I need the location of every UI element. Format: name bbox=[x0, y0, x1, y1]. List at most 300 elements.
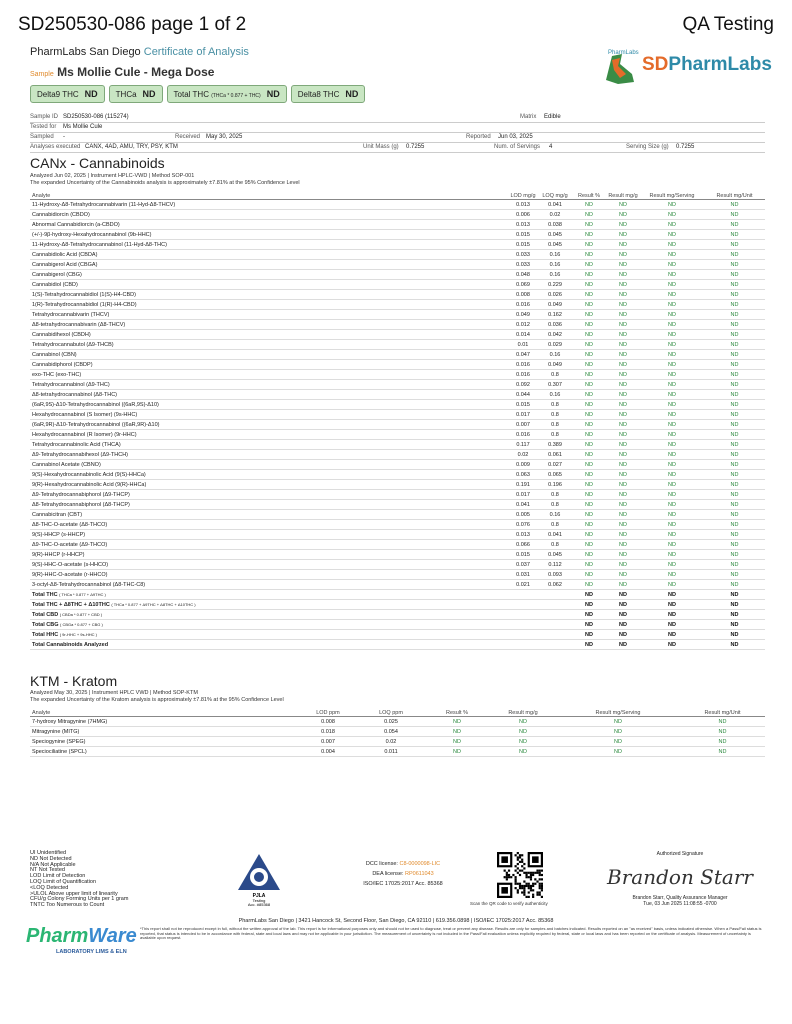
total-result: ND bbox=[640, 630, 704, 640]
lod-value bbox=[508, 640, 538, 650]
analyte-row bbox=[30, 440, 765, 450]
ktm-title: KTM - Kratom bbox=[30, 673, 118, 689]
analyte-name: Cannabidihexol (CBDH) bbox=[30, 330, 508, 340]
document-id: SD250530-086 page 1 of 2 bbox=[18, 14, 247, 35]
analyte-name: 11-Hydroxy-Δ8-Tetrahydrocannabinol (11-Hyd-Δ8-THC) bbox=[30, 240, 508, 250]
loq-value: 0.041 bbox=[538, 530, 572, 540]
footer-disclaimer: *This report shall not be reproduced except in full, without the written approval of the lab. This report is for informational purposes only and should not be used to diagnose, treat or prevent any disease. Results are only for samples and batches indicated. Results reported on an "as received" basis, unless indicated otherwise. When a Pass/Fail status is reported, that status is intended to be in accordance with federal, state and local laws and may not be applicable in your jurisdiction. The measurement of uncertainty is not included in the Pass/Fail evaluation unless explicitly required by federal, state or local laws and has been reported on the certificate of analysis. Measurement of uncertainty is available upon request. bbox=[140, 926, 762, 941]
analyte-name: 9(S)-HHC-O-acetate (s-HHCO) bbox=[30, 560, 508, 570]
analyte-name: Cannabinol Acetate (CBNO) bbox=[30, 460, 508, 470]
result-value: ND bbox=[606, 240, 640, 250]
pharmware-sub: LABORATORY LIMS & ELN bbox=[56, 949, 127, 955]
result-value: ND bbox=[704, 480, 765, 490]
california-map-icon bbox=[598, 48, 642, 88]
legend-item: TNTC Too Numerous to Count bbox=[30, 902, 105, 909]
analyte-name: Δ8-tetrahydrocannabivarin (Δ8-THCV) bbox=[30, 320, 508, 330]
loq-value: 0.054 bbox=[358, 727, 424, 737]
result-value: ND bbox=[606, 400, 640, 410]
loq-value: 0.065 bbox=[538, 470, 572, 480]
analyte-row bbox=[30, 350, 765, 360]
sample-metadata bbox=[30, 113, 765, 153]
iso-accreditation: ISO/IEC 17025:2017 Acc. 85368 bbox=[363, 881, 443, 887]
lod-value: 0.012 bbox=[508, 320, 538, 330]
meta-key: Sampled bbox=[30, 134, 54, 140]
analyte-row bbox=[30, 260, 765, 270]
column-header: Result mg/Unit bbox=[680, 707, 765, 717]
result-value: ND bbox=[640, 450, 704, 460]
canx-analyzed: Analyzed Jun 02, 2025 | Instrument HPLC-VWD | Method SOP-001 bbox=[30, 173, 195, 179]
result-value: ND bbox=[640, 400, 704, 410]
result-value: ND bbox=[606, 550, 640, 560]
pill-total-thc: Total THC (THCa * 0.877 + THC) ND bbox=[167, 85, 287, 103]
analyte-row bbox=[30, 530, 765, 540]
result-value: ND bbox=[704, 550, 765, 560]
total-label: Total Cannabinoids Analyzed bbox=[30, 640, 508, 650]
result-value: ND bbox=[606, 390, 640, 400]
pjla-acc: Acc. #85368 bbox=[247, 902, 271, 906]
legend-item: N/A Not Applicable bbox=[30, 861, 76, 868]
total-result: ND bbox=[572, 610, 606, 620]
analyte-name: 9(R)-HHCP (r-HHCP) bbox=[30, 550, 508, 560]
analyte-name: Hexahydrocannabinol (R Isomer) (9r-HHC) bbox=[30, 430, 508, 440]
loq-value: 0.8 bbox=[538, 420, 572, 430]
analyte-row bbox=[30, 380, 765, 390]
result-value: ND bbox=[704, 320, 765, 330]
analyte-row bbox=[30, 460, 765, 470]
legend-item: LOD Limit of Detection bbox=[30, 873, 86, 880]
lod-value: 0.005 bbox=[508, 510, 538, 520]
result-value: ND bbox=[606, 340, 640, 350]
total-result: ND bbox=[606, 620, 640, 630]
result-value: ND bbox=[640, 200, 704, 210]
result-value: ND bbox=[704, 270, 765, 280]
analyte-name: 3-octyl-Δ8-Tetrahydrocannabinol (Δ8-THC-C8) bbox=[30, 580, 508, 590]
analyte-row bbox=[30, 240, 765, 250]
loq-value: 0.16 bbox=[538, 260, 572, 270]
result-value: ND bbox=[640, 440, 704, 450]
column-header: Result mg/Serving bbox=[556, 707, 680, 717]
meta-key: Reported bbox=[466, 134, 491, 140]
lod-value: 0.063 bbox=[508, 470, 538, 480]
lod-value: 0.048 bbox=[508, 270, 538, 280]
result-value: ND bbox=[640, 580, 704, 590]
signer-title: Brandon Starr, Quality Assurance Manager bbox=[632, 895, 728, 901]
lod-value: 0.017 bbox=[508, 490, 538, 500]
coa-label: Certificate of Analysis bbox=[143, 46, 249, 58]
result-value: ND bbox=[640, 280, 704, 290]
loq-value: 0.027 bbox=[538, 460, 572, 470]
column-header: LOD ppm bbox=[298, 707, 358, 717]
result-value: ND bbox=[572, 240, 606, 250]
result-value: ND bbox=[606, 300, 640, 310]
analyte-row bbox=[30, 280, 765, 290]
result-value: ND bbox=[606, 460, 640, 470]
analyte-name: Tetrahydrocannabutol (Δ9-THCB) bbox=[30, 340, 508, 350]
result-value: ND bbox=[606, 490, 640, 500]
loq-value: 0.8 bbox=[538, 410, 572, 420]
analyte-row bbox=[30, 290, 765, 300]
loq-value: 0.045 bbox=[538, 240, 572, 250]
loq-value: 0.02 bbox=[538, 210, 572, 220]
result-value: ND bbox=[606, 360, 640, 370]
loq-value bbox=[538, 620, 572, 630]
result-value: ND bbox=[704, 510, 765, 520]
result-value: ND bbox=[572, 310, 606, 320]
analyte-row bbox=[30, 480, 765, 490]
analyte-row bbox=[30, 200, 765, 210]
result-value: ND bbox=[572, 470, 606, 480]
sample-label: Sample bbox=[30, 71, 54, 78]
analyte-row bbox=[30, 330, 765, 340]
pill-delta9: Delta9 THC ND bbox=[30, 85, 105, 103]
result-value: ND bbox=[704, 330, 765, 340]
lod-value: 0.076 bbox=[508, 520, 538, 530]
analyte-name: Cannabigerol Acid (CBGA) bbox=[30, 260, 508, 270]
loq-value: 0.038 bbox=[538, 220, 572, 230]
result-value: ND bbox=[704, 430, 765, 440]
result-value: ND bbox=[572, 220, 606, 230]
analyte-name: Speciogynine (SPEG) bbox=[30, 737, 298, 747]
result-value: ND bbox=[572, 300, 606, 310]
result-value: ND bbox=[640, 480, 704, 490]
result-value: ND bbox=[572, 280, 606, 290]
result-value: ND bbox=[704, 500, 765, 510]
result-value: ND bbox=[704, 490, 765, 500]
analyte-row bbox=[30, 550, 765, 560]
analyte-row bbox=[30, 340, 765, 350]
result-value: ND bbox=[704, 580, 765, 590]
lod-value: 0.033 bbox=[508, 250, 538, 260]
result-value: ND bbox=[572, 520, 606, 530]
legend-item: UI Unidentified bbox=[30, 850, 67, 856]
result-value: ND bbox=[640, 520, 704, 530]
meta-key: Matrix bbox=[520, 114, 537, 120]
analyte-name: Abnormal Cannabidiorcin (a-CBDO) bbox=[30, 220, 508, 230]
analyte-name: Tetrahydrocannabinol (Δ9-THC) bbox=[30, 380, 508, 390]
result-value: ND bbox=[572, 580, 606, 590]
analyte-row bbox=[30, 450, 765, 460]
result-value: ND bbox=[606, 230, 640, 240]
lod-value: 0.066 bbox=[508, 540, 538, 550]
result-value: ND bbox=[640, 460, 704, 470]
loq-value: 0.041 bbox=[538, 200, 572, 210]
result-value: ND bbox=[572, 250, 606, 260]
verification-qr-code[interactable] bbox=[497, 852, 543, 898]
sampled: - bbox=[63, 134, 65, 140]
analyte-name: 9(S)-Hexahydrocannabinolic Acid (9(S)-HHCa) bbox=[30, 470, 508, 480]
lod-value: 0.092 bbox=[508, 380, 538, 390]
analyte-row bbox=[30, 747, 765, 757]
result-value: ND bbox=[606, 430, 640, 440]
report-type: QA Testing bbox=[682, 14, 774, 35]
analyte-name: Δ9-THC-O-acetate (Δ9-THCO) bbox=[30, 540, 508, 550]
result-value: ND bbox=[640, 560, 704, 570]
result-value: ND bbox=[680, 747, 765, 757]
total-row bbox=[30, 630, 765, 640]
column-header: Result % bbox=[572, 190, 606, 200]
total-result: ND bbox=[572, 620, 606, 630]
result-value: ND bbox=[640, 340, 704, 350]
analyte-row bbox=[30, 250, 765, 260]
legend-item: >ULOL Above upper limit of linearity bbox=[30, 890, 118, 897]
result-value: ND bbox=[572, 450, 606, 460]
total-row bbox=[30, 640, 765, 650]
result-value: ND bbox=[572, 510, 606, 520]
result-value: ND bbox=[640, 240, 704, 250]
analyte-name: Cannabidiol (CBD) bbox=[30, 280, 508, 290]
result-value: ND bbox=[606, 580, 640, 590]
signature-block bbox=[600, 851, 760, 907]
result-value: ND bbox=[556, 747, 680, 757]
column-header: Analyte bbox=[30, 190, 508, 200]
result-value: ND bbox=[606, 260, 640, 270]
total-result: ND bbox=[606, 590, 640, 600]
sample-id: SD250530-086 (115274) bbox=[63, 114, 129, 120]
result-value: ND bbox=[572, 320, 606, 330]
column-header: Result mg/Unit bbox=[704, 190, 765, 200]
total-label: Total CBG ( CBGa * 0.877 + CBG ) bbox=[30, 620, 508, 630]
column-header: LOQ ppm bbox=[358, 707, 424, 717]
loq-value: 0.16 bbox=[538, 390, 572, 400]
lod-value: 0.016 bbox=[508, 300, 538, 310]
analyte-name: 11-Hydroxy-Δ8-Tetrahydrocannabivarin (11-Hyd-Δ8-THCV) bbox=[30, 200, 508, 210]
result-value: ND bbox=[572, 500, 606, 510]
result-value: ND bbox=[680, 737, 765, 747]
result-value: ND bbox=[704, 290, 765, 300]
legend-item: LOQ Limit of Quantification bbox=[30, 878, 97, 885]
loq-value: 0.093 bbox=[538, 570, 572, 580]
loq-value: 0.025 bbox=[358, 717, 424, 727]
lod-value: 0.015 bbox=[508, 230, 538, 240]
total-label: Total THC ( THCa * 0.877 + Δ9THC ) bbox=[30, 590, 508, 600]
result-value: ND bbox=[640, 220, 704, 230]
analyte-row bbox=[30, 210, 765, 220]
result-value: ND bbox=[572, 370, 606, 380]
analyte-row bbox=[30, 400, 765, 410]
loq-value bbox=[538, 610, 572, 620]
loq-value: 0.8 bbox=[538, 370, 572, 380]
analyte-name: Cannabinol (CBN) bbox=[30, 350, 508, 360]
result-value: ND bbox=[606, 530, 640, 540]
result-value: ND bbox=[640, 290, 704, 300]
result-value: ND bbox=[704, 260, 765, 270]
result-value: ND bbox=[704, 370, 765, 380]
result-value: ND bbox=[606, 370, 640, 380]
analyte-name: (6aR,9R)-Δ10-Tetrahydrocannabinol ((6aR,9R)-Δ10) bbox=[30, 420, 508, 430]
legend-item: <LOQ Detected bbox=[30, 884, 69, 891]
abbreviation-legend bbox=[30, 851, 128, 909]
result-value: ND bbox=[640, 540, 704, 550]
loq-value: 0.026 bbox=[538, 290, 572, 300]
ktm-analyzed: Analyzed May 30, 2025 | Instrument HPLC VWD | Method SOP-KTM bbox=[30, 690, 198, 696]
analyte-row bbox=[30, 270, 765, 280]
analyte-name: 1(S)-Tetrahydrocannabidiol (1(S)-H4-CBD) bbox=[30, 290, 508, 300]
result-value: ND bbox=[606, 480, 640, 490]
analyte-name: Mitragynine (MITG) bbox=[30, 727, 298, 737]
loq-value bbox=[538, 590, 572, 600]
loq-value: 0.162 bbox=[538, 310, 572, 320]
column-header: Result mg/Serving bbox=[640, 190, 704, 200]
result-value: ND bbox=[640, 300, 704, 310]
lod-value: 0.013 bbox=[508, 200, 538, 210]
loq-value: 0.16 bbox=[538, 350, 572, 360]
legend-item: NT Not Tested bbox=[30, 867, 65, 874]
loq-value bbox=[538, 600, 572, 610]
lod-value: 0.017 bbox=[508, 410, 538, 420]
analyses: CANX, 4AD, AMU, TRY, PSY, KTM bbox=[85, 144, 178, 150]
analyte-name: Cannabicitran (CBT) bbox=[30, 510, 508, 520]
analyte-row bbox=[30, 410, 765, 420]
analyte-row bbox=[30, 320, 765, 330]
result-value: ND bbox=[640, 260, 704, 270]
lod-value: 0.033 bbox=[508, 260, 538, 270]
result-value: ND bbox=[572, 480, 606, 490]
analyte-name: Tetrahydrocannabivarin (THCV) bbox=[30, 310, 508, 320]
loq-value: 0.8 bbox=[538, 490, 572, 500]
result-value: ND bbox=[424, 717, 490, 727]
loq-value: 0.8 bbox=[538, 520, 572, 530]
meta-key: Received bbox=[175, 134, 201, 140]
result-value: ND bbox=[572, 420, 606, 430]
result-value: ND bbox=[606, 410, 640, 420]
result-value: ND bbox=[606, 420, 640, 430]
analyte-row bbox=[30, 520, 765, 530]
loq-value: 0.229 bbox=[538, 280, 572, 290]
lod-value bbox=[508, 610, 538, 620]
analyte-name: 9(S)-HHCP (s-HHCP) bbox=[30, 530, 508, 540]
lod-value: 0.007 bbox=[298, 737, 358, 747]
loq-value: 0.196 bbox=[538, 480, 572, 490]
lod-value bbox=[508, 590, 538, 600]
meta-key: Analyses executed bbox=[30, 144, 81, 150]
result-value: ND bbox=[572, 360, 606, 370]
analyte-row bbox=[30, 360, 765, 370]
result-value: ND bbox=[572, 290, 606, 300]
lod-value: 0.014 bbox=[508, 330, 538, 340]
result-value: ND bbox=[556, 727, 680, 737]
lod-value: 0.015 bbox=[508, 400, 538, 410]
result-value: ND bbox=[606, 210, 640, 220]
analyte-name: Speciociliatine (SPCL) bbox=[30, 747, 298, 757]
result-value: ND bbox=[640, 570, 704, 580]
meta-key: Tested for bbox=[30, 124, 57, 130]
analyte-name: Δ9-Tetrahydrocannabihexol (Δ9-THCH) bbox=[30, 450, 508, 460]
result-value: ND bbox=[704, 450, 765, 460]
column-header: Analyte bbox=[30, 707, 298, 717]
total-row bbox=[30, 590, 765, 600]
lod-value: 0.016 bbox=[508, 370, 538, 380]
loq-value: 0.029 bbox=[538, 340, 572, 350]
loq-value: 0.389 bbox=[538, 440, 572, 450]
result-value: ND bbox=[572, 430, 606, 440]
result-value: ND bbox=[556, 717, 680, 727]
result-value: ND bbox=[640, 420, 704, 430]
analyte-row bbox=[30, 430, 765, 440]
result-value: ND bbox=[704, 250, 765, 260]
unit-mass: 0.7255 bbox=[406, 144, 425, 150]
serving-size: 0.7255 bbox=[676, 144, 695, 150]
total-result: ND bbox=[572, 600, 606, 610]
total-result: ND bbox=[572, 590, 606, 600]
ktm-uncertainty: The expanded Uncertainty of the Kratom analysis is approximately ±7.81% at the 95% Confidence Level bbox=[30, 697, 284, 703]
result-value: ND bbox=[572, 270, 606, 280]
result-value: ND bbox=[606, 350, 640, 360]
result-value: ND bbox=[606, 270, 640, 280]
result-value: ND bbox=[640, 490, 704, 500]
result-value: ND bbox=[606, 310, 640, 320]
result-value: ND bbox=[606, 450, 640, 460]
analyte-row bbox=[30, 737, 765, 747]
lod-value: 0.191 bbox=[508, 480, 538, 490]
loq-value: 0.16 bbox=[538, 510, 572, 520]
analyte-row bbox=[30, 390, 765, 400]
loq-value: 0.307 bbox=[538, 380, 572, 390]
loq-value: 0.049 bbox=[538, 360, 572, 370]
received-date: May 30, 2025 bbox=[206, 134, 243, 140]
lod-value: 0.004 bbox=[298, 747, 358, 757]
analyte-name: (+/-)-9β-hydroxy-Hexahydrocannabinol (9b-HHC) bbox=[30, 230, 508, 240]
result-value: ND bbox=[640, 530, 704, 540]
analyte-name: 9(R)-HHC-O-acetate (r-HHCO) bbox=[30, 570, 508, 580]
lod-value: 0.031 bbox=[508, 570, 538, 580]
result-value: ND bbox=[704, 460, 765, 470]
result-value: ND bbox=[640, 320, 704, 330]
loq-value: 0.045 bbox=[538, 550, 572, 560]
signed-date: Tue, 03 Jun 2025 11:08:55 -0700 bbox=[643, 901, 717, 907]
total-label: Total HHC ( 9r-HHC + 9s-HHC ) bbox=[30, 630, 508, 640]
result-value: ND bbox=[572, 550, 606, 560]
result-value: ND bbox=[640, 330, 704, 340]
lod-value: 0.013 bbox=[508, 220, 538, 230]
result-value: ND bbox=[572, 540, 606, 550]
result-value: ND bbox=[490, 727, 556, 737]
lod-value bbox=[508, 620, 538, 630]
result-value: ND bbox=[704, 300, 765, 310]
analyte-row bbox=[30, 490, 765, 500]
result-value: ND bbox=[640, 510, 704, 520]
result-value: ND bbox=[640, 410, 704, 420]
result-value: ND bbox=[572, 350, 606, 360]
result-value: ND bbox=[572, 230, 606, 240]
lod-value: 0.037 bbox=[508, 560, 538, 570]
column-header: Result % bbox=[424, 707, 490, 717]
total-result: ND bbox=[640, 620, 704, 630]
analyte-name: Δ9-Tetrahydrocannabiphorol (Δ9-THCP) bbox=[30, 490, 508, 500]
analyte-row bbox=[30, 370, 765, 380]
result-value: ND bbox=[704, 400, 765, 410]
result-value: ND bbox=[572, 560, 606, 570]
pjla-logo-icon bbox=[232, 850, 286, 906]
lod-value: 0.015 bbox=[508, 240, 538, 250]
analyte-row bbox=[30, 727, 765, 737]
result-value: ND bbox=[704, 420, 765, 430]
result-value: ND bbox=[704, 470, 765, 480]
lod-value bbox=[508, 630, 538, 640]
pharmware-ware: Ware bbox=[88, 925, 137, 947]
result-value: ND bbox=[572, 400, 606, 410]
canx-uncertainty: The expanded Uncertainty of the Cannabinoids analysis is approximately ±7.81% at the 95% Confidence Level bbox=[30, 180, 300, 186]
analyte-name: Δ8-tetrahydrocannabinol (Δ8-THC) bbox=[30, 390, 508, 400]
result-value: ND bbox=[704, 380, 765, 390]
kratom-table bbox=[30, 707, 765, 757]
total-result: ND bbox=[640, 640, 704, 650]
result-value: ND bbox=[606, 280, 640, 290]
sample-title bbox=[30, 65, 214, 79]
loq-value: 0.02 bbox=[358, 737, 424, 747]
loq-value: 0.8 bbox=[538, 400, 572, 410]
result-value: ND bbox=[680, 727, 765, 737]
loq-value: 0.16 bbox=[538, 270, 572, 280]
